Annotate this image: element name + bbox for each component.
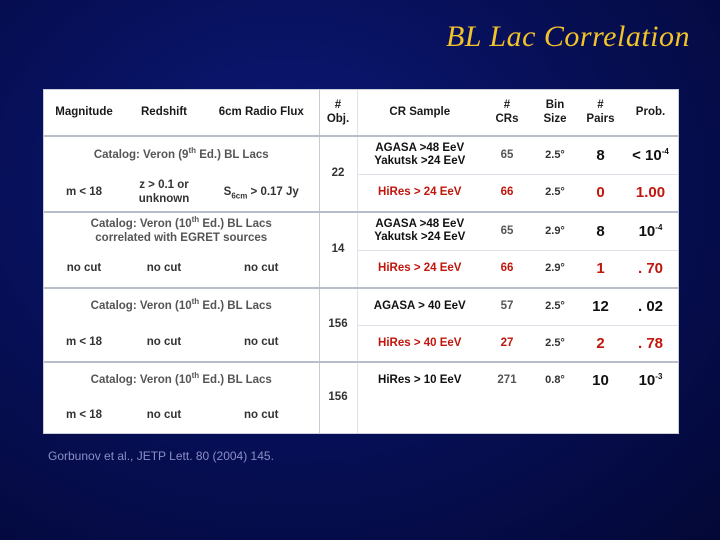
- cr-sample: HiRes > 40 EeV: [357, 325, 482, 362]
- cr-sample: AGASA > 40 EeV: [357, 288, 482, 325]
- cr-sample: HiRes > 24 EeV: [357, 250, 482, 288]
- header-crs: # CRs: [482, 90, 532, 136]
- header-prob: Prob.: [623, 90, 678, 136]
- table-row: [44, 212, 678, 250]
- pairs-count: 2: [578, 325, 623, 362]
- radio-flux-value: no cut: [204, 398, 319, 433]
- catalog-label: Catalog: Veron (10th Ed.) BL Lacs: [44, 288, 319, 325]
- probability: 1.00: [623, 174, 678, 212]
- catalog-label: Catalog: Veron (10th Ed.) BL Lacs correlated with EGRET sources: [44, 212, 319, 250]
- citation-footer: Gorbunov et al., JETP Lett. 80 (2004) 145.: [48, 449, 274, 463]
- cr-count: 66: [482, 174, 532, 212]
- catalog-label: Catalog: Veron (9th Ed.) BL Lacs: [44, 136, 319, 174]
- bin-size: 2.9°: [532, 212, 578, 250]
- redshift-value: no cut: [146, 261, 182, 274]
- magnitude-value: m < 18: [65, 336, 103, 349]
- header-radio-flux: 6cm Radio Flux: [204, 90, 319, 136]
- cr-sample: HiRes > 24 EeV: [357, 174, 482, 212]
- cr-count: 65: [500, 148, 514, 161]
- table-row: [44, 398, 678, 433]
- redshift-value: z > 0.1 or unknown: [138, 179, 190, 205]
- pairs-count: 0: [578, 174, 623, 212]
- magnitude-value: m < 18: [65, 408, 103, 421]
- header-cr-sample: CR Sample: [357, 90, 482, 136]
- table-row: [44, 250, 678, 288]
- table-row: [44, 174, 678, 212]
- bin-size: 0.8°: [532, 362, 578, 398]
- cr-count: 271: [482, 362, 532, 398]
- header-pairs: # Pairs: [578, 90, 623, 136]
- header-redshift: Redshift: [124, 90, 204, 136]
- bin-size: 2.5°: [532, 325, 578, 362]
- cr-count: 27: [482, 325, 532, 362]
- pairs-count: 1: [578, 250, 623, 288]
- magnitude-value: m < 18: [65, 185, 103, 198]
- probability: $10^{-4}$: [623, 212, 678, 250]
- obj-count: 156: [319, 288, 357, 362]
- cr-sample: AGASA >48 EeV Yakutsk >24 EeV: [357, 212, 482, 250]
- empty-cell: [623, 398, 678, 433]
- radio-flux-value: $S_{6cm} > 0.17$ Jy: [204, 174, 319, 212]
- radio-flux-value: no cut: [204, 325, 319, 362]
- bin-size: 2.5°: [545, 148, 565, 161]
- bin-size: 2.5°: [532, 174, 578, 212]
- probability: . 02: [623, 288, 678, 325]
- table-row: [44, 362, 678, 398]
- redshift-value: no cut: [146, 336, 182, 349]
- probability: . 78: [623, 325, 678, 362]
- cr-count: 66: [482, 250, 532, 288]
- table-row: [44, 136, 678, 174]
- header-magnitude: Magnitude: [44, 90, 124, 136]
- magnitude-value: no cut: [66, 261, 102, 274]
- table-row: [44, 288, 678, 325]
- cr-sample: HiRes > 10 EeV: [357, 362, 482, 398]
- probability: $10^{-3}$: [623, 362, 678, 398]
- header-obj: # Obj.: [319, 90, 357, 136]
- bin-size: 2.9°: [532, 250, 578, 288]
- correlation-table: [44, 90, 678, 433]
- empty-cell: [482, 398, 532, 433]
- probability: . 70: [623, 250, 678, 288]
- pairs-count: 12: [578, 288, 623, 325]
- cr-count: 65: [482, 212, 532, 250]
- obj-count: 22: [331, 167, 345, 180]
- header-row: [44, 90, 678, 136]
- redshift-value: no cut: [146, 408, 182, 421]
- pairs-count: 8: [596, 146, 605, 164]
- table-row: [44, 325, 678, 362]
- cr-sample: AGASA >48 EeV Yakutsk >24 EeV: [357, 136, 482, 174]
- header-bin-size: Bin Size: [532, 90, 578, 136]
- empty-cell: [578, 398, 623, 433]
- empty-cell: [357, 398, 482, 433]
- catalog-label: Catalog: Veron (10th Ed.) BL Lacs: [44, 362, 319, 398]
- empty-cell: [532, 398, 578, 433]
- obj-count: 14: [319, 212, 357, 288]
- probability: < $10^{-4}$: [632, 146, 669, 164]
- slide-title: BL Lac Correlation: [445, 20, 690, 53]
- cr-count: 57: [482, 288, 532, 325]
- bin-size: 2.5°: [532, 288, 578, 325]
- radio-flux-value: no cut: [204, 250, 319, 288]
- pairs-count: 8: [578, 212, 623, 250]
- pairs-count: 10: [578, 362, 623, 398]
- obj-count: 156: [319, 362, 357, 433]
